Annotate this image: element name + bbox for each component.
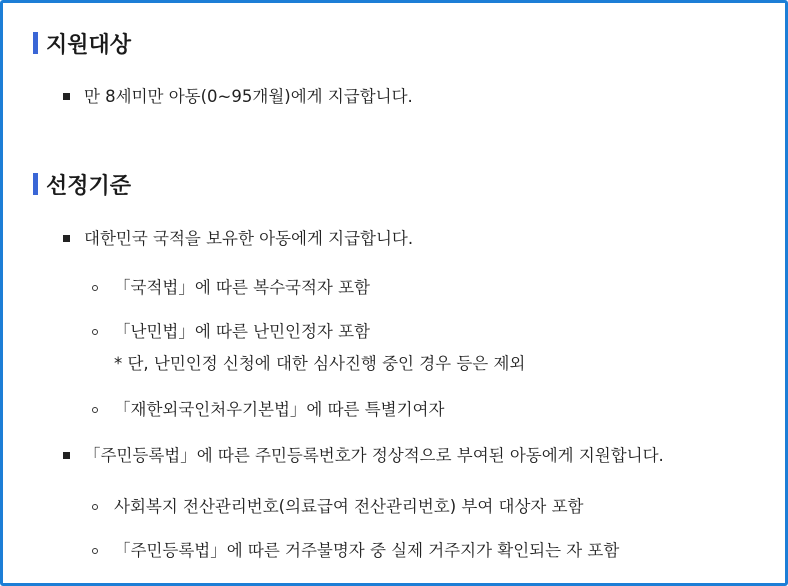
heading-accent-bar bbox=[33, 32, 38, 54]
section-heading-target bbox=[33, 28, 131, 58]
sub-list-item: 「국적법」에 따른 복수국적자 포함 bbox=[114, 278, 370, 297]
square-bullet-icon bbox=[63, 93, 70, 100]
section-heading-criteria bbox=[33, 169, 131, 199]
circle-bullet-icon bbox=[92, 329, 98, 335]
square-bullet-icon bbox=[63, 235, 70, 242]
circle-bullet-icon bbox=[92, 285, 98, 291]
sub-list-item: 「재한외국인처우기본법」에 따른 특별기여자 bbox=[114, 400, 445, 419]
sub-list-item: 「주민등록법」에 따른 거주불명자 중 실제 거주지가 확인되는 자 포함 bbox=[114, 541, 620, 560]
section-title: 선정기준 bbox=[46, 173, 132, 199]
section-title: 지원대상 bbox=[46, 32, 132, 58]
circle-bullet-icon bbox=[92, 548, 98, 554]
square-bullet-icon bbox=[63, 452, 70, 459]
sub-list-item: 사회복지 전산관리번호(의료급여 전산관리번호) 부여 대상자 포함 bbox=[114, 497, 584, 516]
list-item: 만 8세미만 아동(0~95개월)에게 지급합니다. bbox=[84, 87, 413, 106]
sub-list-item: 「난민법」에 따른 난민인정자 포함 bbox=[114, 322, 370, 341]
heading-accent-bar bbox=[33, 173, 38, 195]
list-item: 대한민국 국적을 보유한 아동에게 지급합니다. bbox=[84, 229, 414, 248]
sub-list-note: * 단, 난민인정 신청에 대한 심사진행 중인 경우 등은 제외 bbox=[114, 354, 526, 373]
list-item: 「주민등록법」에 따른 주민등록번호가 정상적으로 부여된 아동에게 지원합니다. bbox=[84, 446, 664, 465]
circle-bullet-icon bbox=[92, 504, 98, 510]
circle-bullet-icon bbox=[92, 407, 98, 413]
